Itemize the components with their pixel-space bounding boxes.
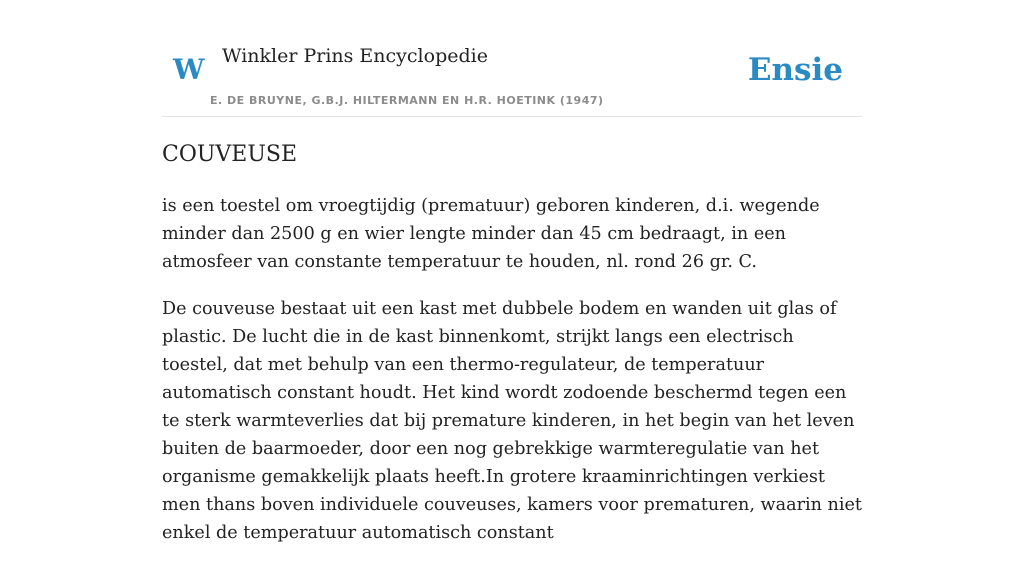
entry-paragraph: is een toestel om vroegtijdig (prematuur) geboren kinderen, d.i. wegende minder dan 2500 g en wier lengte minder dan 45 cm bedraagt, in een atmosfeer van constante temperatuur te houden, nl. rond 26 gr. C.: [162, 196, 820, 272]
entry-paragraph: De couveuse bestaat uit een kast met dubbele bodem en wanden uit glas of plastic. De lucht die in de kast binnenkomt, strijkt langs een electrisch toestel, dat met behulp van een thermo-regulateur, de temperatuur automatisch constant houdt. Het kind wordt zodoende beschermd tegen een te sterk warmteverlies dat bij premature kinderen, in het begin van het leven buiten de baarmoeder, door een nog gebrekkige warmteregulatie van het organisme gemakkelijk plaats heeft.In grotere kraaminrichtingen verkiest men thans boven individuele couveuses, kamers voor prematuren, waarin niet enkel de temperatuur automatisch constant: [162, 299, 862, 543]
book-logo-icon[interactable]: W: [173, 53, 205, 86]
ensie-logo-link[interactable]: Ensie: [747, 52, 843, 88]
entry-body: [162, 192, 862, 566]
entry-title: COUVEUSE: [162, 142, 298, 167]
book-authors: E. DE BRUYNE, G.B.J. HILTERMANN EN H.R. HOETINK (1947): [210, 94, 604, 107]
article-container: [162, 0, 862, 543]
book-title[interactable]: Winkler Prins Encyclopedie: [222, 45, 488, 67]
site-header: [162, 0, 862, 117]
